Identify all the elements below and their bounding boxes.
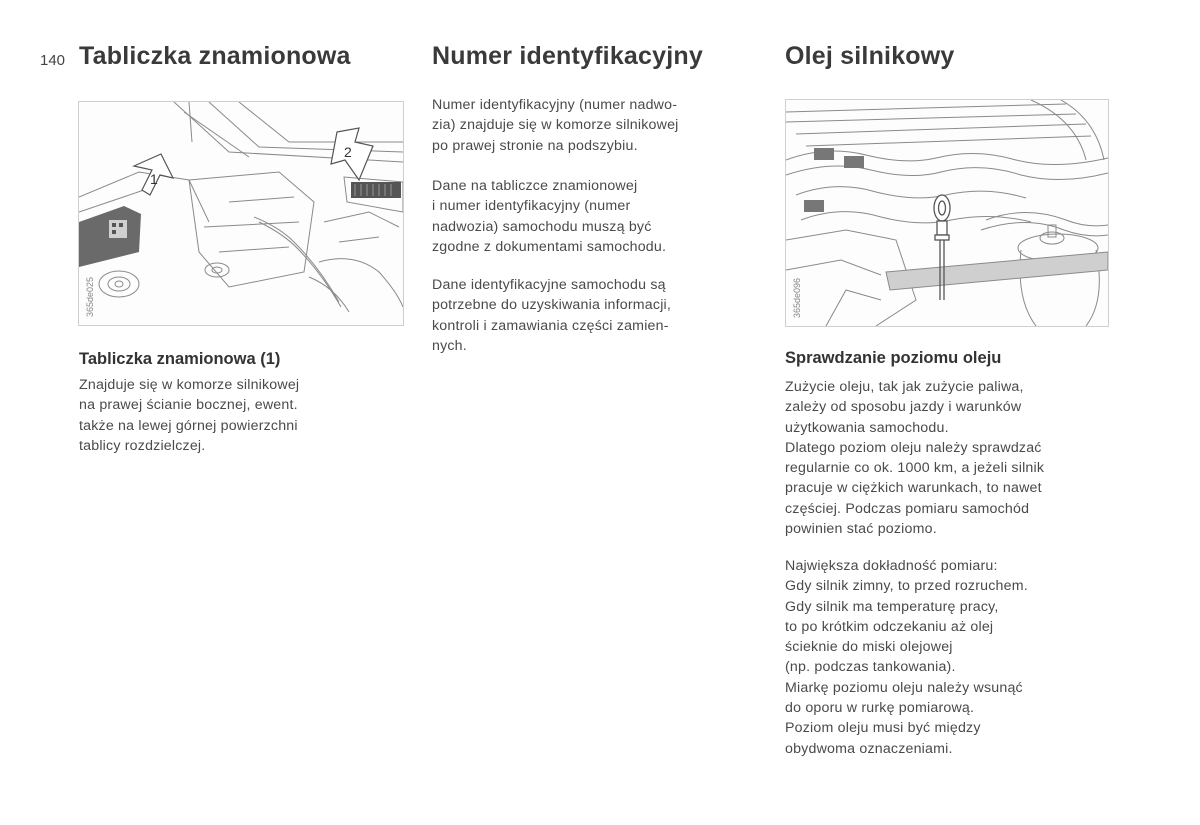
subheading-oil-check: Sprawdzanie poziomu oleju (785, 349, 1002, 367)
subheading-nameplate: Tabliczka znamionowa (1) (79, 350, 281, 368)
oil-dipstick-illustration (785, 99, 1109, 327)
vin-paragraph-2: Dane na tabliczce znamionowej i numer identyfikacyjny (numer nadwozia) samochodu muszą być zgodne z dokumentami samochodu. (432, 178, 667, 255)
figure-code-1: 365de025 (85, 276, 95, 317)
figure-code-3: 365de096 (792, 277, 802, 318)
oil-paragraph-1: Zużycie oleju, tak jak zużycie paliwa, zależy od sposobu jazdy i warunków użytkowania samochodu. Dlatego poziom oleju należy sprawdzać regularnie co ok. 1000 km, a jeżeli silnik pracuje w ciężkich warunkach, to nawet częściej. Podczas pomiaru samochód powinien stać poziomo. (785, 379, 1045, 538)
nameplate-location-illustration (78, 101, 404, 326)
callout-2 (331, 128, 373, 180)
vin-paragraph-3: Dane identyfikacyjne samochodu są potrzebne do uzyskiwania informacji, kontroli i zamawiania części zamien- nych. (432, 277, 672, 354)
callout-1-label: 1 (150, 171, 158, 187)
vin-paragraph-1: Numer identyfikacyjny (numer nadwo- zia) znajduje się w komorze silnikowej po prawej stronie na podszybiu. (432, 97, 679, 154)
heading-nameplate: Tabliczka znamionowa (79, 42, 351, 70)
oil-paragraph-2: Największa dokładność pomiaru: Gdy silnik zimny, to przed rozruchem. Gdy silnik ma temperaturę pracy, to po krótkim odczekaniu aż olej ścieknie do miski olejowej (np. podczas tankowania). Miarkę poziomu oleju należy wsunąć do oporu w rurkę pomiarową. Poziom oleju musi być między obydwoma oznaczeniami. (785, 558, 1028, 757)
page-number: 140 (40, 52, 66, 69)
callout-2-label: 2 (344, 144, 352, 160)
heading-engine-oil: Olej silnikowy (785, 42, 955, 70)
nameplate-description: Znajduje się w komorze silnikowej na prawej ścianie bocznej, ewent. także na lewej górnej powierzchni tablicy rozdzielczej. (79, 377, 300, 454)
heading-vin: Numer identyfikacyjny (432, 42, 703, 70)
